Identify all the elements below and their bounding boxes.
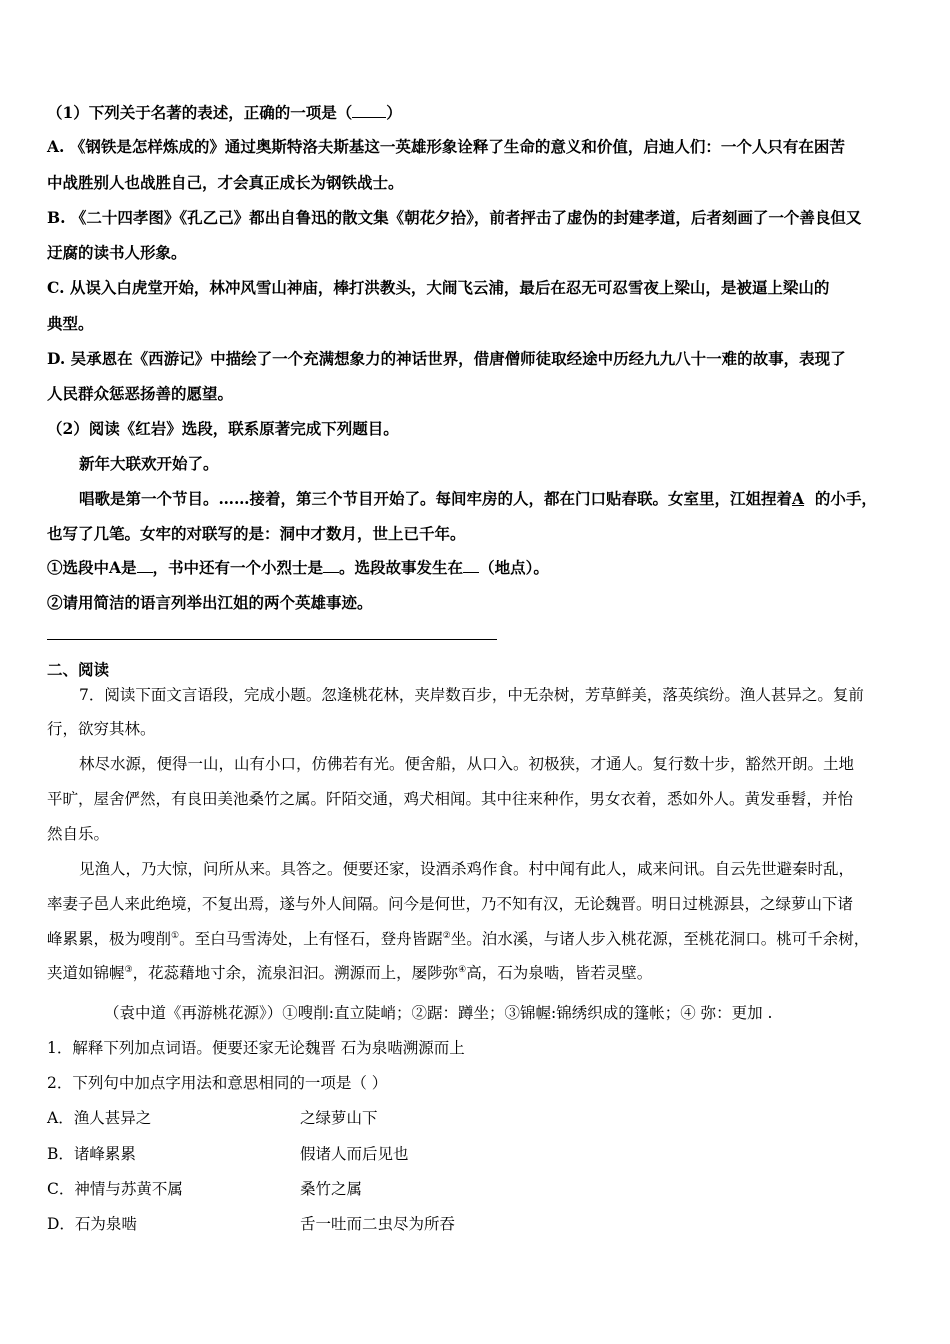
option-a-left: A．渔人甚异之 <box>47 1109 152 1127</box>
passage-p2-line-1: 林尽水源，便得一山，山有小口，仿佛若有光。便舍船，从口入。初极狭，才通人。复行数十步，豁然开朗。土地 <box>79 755 855 773</box>
question-1: 1．解释下列加点词语。便要还家无论魏晋 石为泉啮溯源而上 <box>47 1039 465 1057</box>
passage-p2-line-3: 然自乐。 <box>47 825 110 843</box>
option-a-line-2: 中战胜别人也战胜自己，才会真正成长为钢铁战士。 <box>47 173 404 192</box>
option-d-left: D．石为泉啮 <box>47 1215 137 1233</box>
option-c-line-2: 典型。 <box>47 314 94 333</box>
passage-p3-line-1: 见渔人，乃大惊，问所从来。具答之。便要还家，设酒杀鸡作食。村中闻有此人，咸来问讯。自云先世避秦时乱， <box>79 860 855 878</box>
question-1-stem: （1）下列关于名著的表述，正确的一项是（ ） <box>47 103 402 122</box>
section-heading: 二、阅读 <box>47 660 110 679</box>
passage-p2-line-2: 平旷，屋舍俨然，有良田美池桑竹之属。阡陌交通，鸡犬相闻。其中往来种作，男女衣着，悉如外人。黄发垂髫，并怡 <box>47 790 854 808</box>
option-c-left: C．神情与苏黄不属 <box>47 1180 183 1198</box>
source-notes: （袁中道《再游桃花源》）①嗖削:直立陡峭；②踞：蹲坐；③锦幄:锦绣织成的篷帐；④ 弥：更加 . <box>104 1004 773 1022</box>
blank-3 <box>463 557 479 573</box>
sub-question-2: ②请用简洁的语言列举出江姐的两个英雄事迹。 <box>47 593 373 612</box>
blank-2 <box>323 557 339 573</box>
hongyan-line-2: 唱歌是第一个节目。……接着，第三个节目开始了。每间牢房的人，都在门口贴春联。女室里，江姐捏着A 的小手， <box>79 489 877 508</box>
option-b-right: 假诸人而后见也 <box>300 1145 409 1163</box>
option-b-left: B．诸峰累累 <box>47 1145 136 1163</box>
passage-p3-line-4: 夹道如锦幄③，花蕊藉地寸余，流泉汩汩。溯源而上，屡陟弥④高，石为泉啮，皆若灵壁。 <box>47 964 653 982</box>
sub-question-1: ①选段中A是 ，书中还有一个小烈士是 。选段故事发生在 （地点）。 <box>47 558 549 577</box>
option-d-right: 舌一吐而二虫尽为所吞 <box>300 1215 456 1233</box>
blank-1 <box>137 557 153 573</box>
option-c-line-1: C. 从误入白虎堂开始，林冲风雪山神庙，棒打洪教头，大闹飞云浦，最后在忍无可忍雪夜上梁山，是被逼上梁山的 <box>47 278 830 297</box>
option-a-right: 之绿萝山下 <box>300 1109 378 1127</box>
option-a-line-1: A. 《钢铁是怎样炼成的》通过奥斯特洛夫斯基这一英雄形象诠释了生命的意义和价值，启迪人们：一个人只有在困苦 <box>47 137 845 156</box>
question-2: 2．下列句中加点字用法和意思相同的一项是（ ） <box>47 1074 388 1092</box>
marker-a: A <box>792 489 805 508</box>
question-2-stem: （2）阅读《红岩》选段，联系原著完成下列题目。 <box>47 419 399 438</box>
option-b-line-1: B. 《二十四孝图》《孔乙己》都出自鲁迅的散文集《朝花夕拾》，前者抨击了虚伪的封建孝道，后者刻画了一个善良但又 <box>47 208 862 227</box>
passage-p1-line-2: 行，欲穷其林。 <box>47 720 156 738</box>
option-d-line-1: D. 吴承恩在《西游记》中描绘了一个充满想象力的神话世界，借唐僧师徒取经途中历经九九八十一难的故事，表现了 <box>47 349 846 368</box>
passage-p3-line-3: 峰累累，极为嗖削①。至白马雪涛处，上有怪石，登舟皆踞②坐。泊水溪，与诸人步入桃花源，至桃花洞口。桃可千余树， <box>47 930 870 948</box>
option-d-line-2: 人民群众惩恶扬善的愿望。 <box>47 384 234 403</box>
option-c-right: 桑竹之属 <box>300 1180 363 1198</box>
hongyan-line-1: 新年大联欢开始了。 <box>79 454 219 473</box>
answer-blank <box>352 102 386 118</box>
passage-p1-line-1: 7．阅读下面文言语段，完成小题。忽逢桃花林，夹岸数百步，中无杂树，芳草鲜美，落英缤纷。渔人甚异之。复前 <box>79 686 864 704</box>
answer-line <box>47 639 497 640</box>
hongyan-line-3: 也写了几笔。女牢的对联写的是：洞中才数月，世上已千年。 <box>47 524 466 543</box>
option-b-line-2: 迂腐的读书人形象。 <box>47 243 187 262</box>
passage-p3-line-2: 率妻子邑人来此绝境，不复出焉，遂与外人间隔。问今是何世，乃不知有汉，无论魏晋。明日过桃源县，之绿萝山下诸 <box>47 895 854 913</box>
